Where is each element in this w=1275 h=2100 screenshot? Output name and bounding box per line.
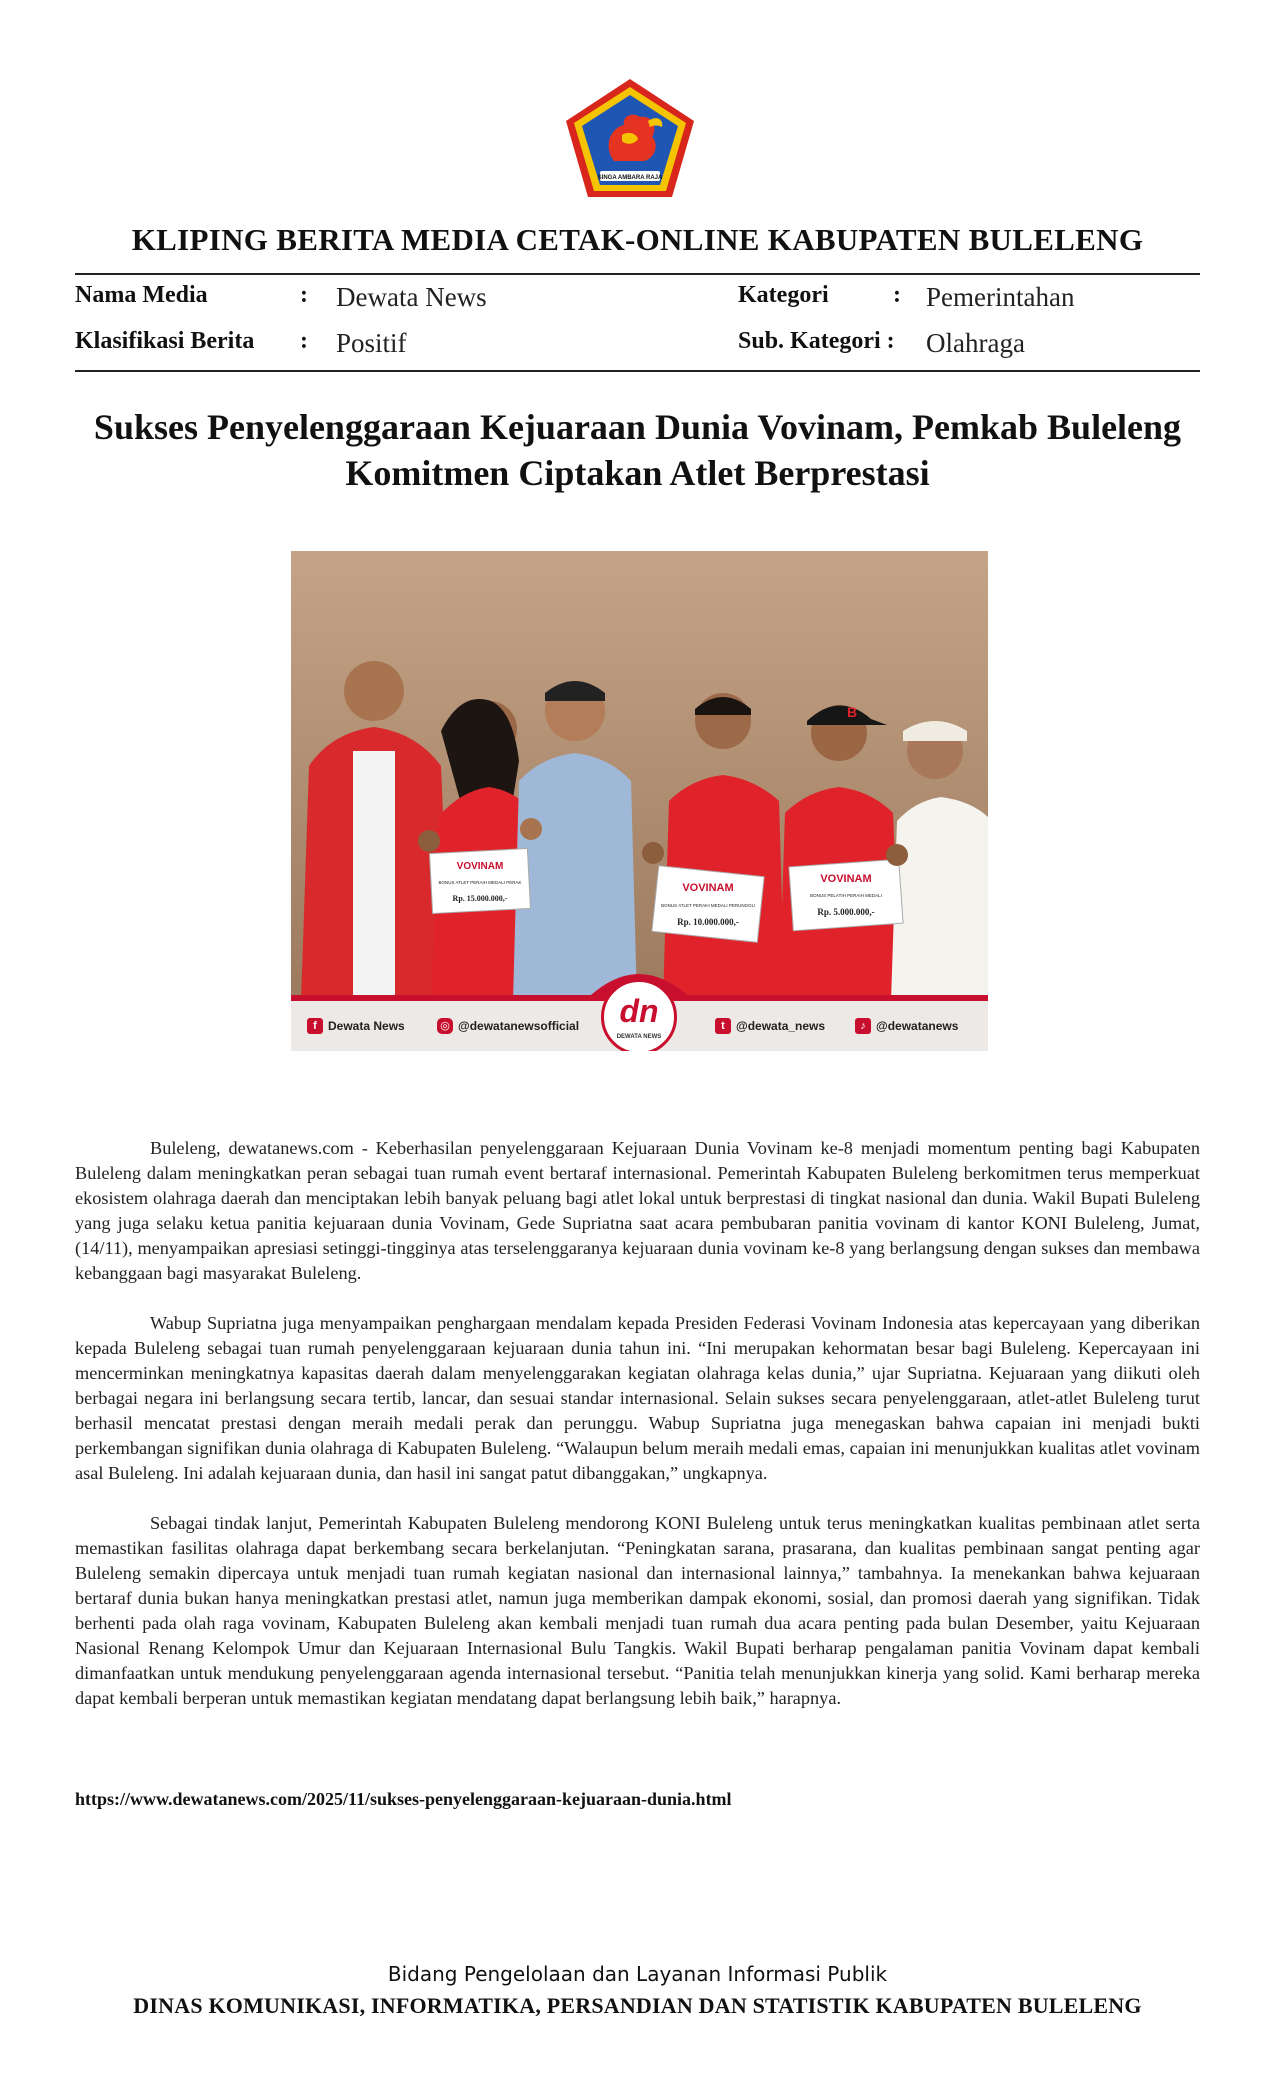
subkategori-value: Olahraga [926,328,1025,358]
photo-social-bar [291,993,988,1051]
crest-motto: SINGA AMBARA RAJA [597,175,663,181]
article-paragraph-3: Sebagai tindak lanjut, Pemerintah Kabupaten Buleleng mendorong KONI Buleleng untuk terus meningkatkan kualitas pembinaan atlet serta memastikan fasilitas olahraga dapat berkembang secara berkelanjutan. “Peningkatan sarana, prasarana, dan kualitas pembinaan sangat penting agar Buleleng semakin dipercaya untuk menjadi tuan rumah kegiatan nasional dan internasional lainnya,” tambahnya. Ia menekankan bahwa kejuaraan bertaraf dunia bukan hanya meningkatkan prestasi atlet, namun juga memberikan dampak ekonomi, sosial, dan promosi daerah yang signifikan. Tidak berhenti pada olah raga vovinam, Kabupaten Buleleng akan kembali menjadi tuan rumah dua acara penting pada bulan Desember, yaitu Kejuaraan Nasional Renang Kelompok Umur dan Kejuaraan Internasional Bulu Tangkis. Wakil Bupati berharap pengalaman panitia Vovinam dapat kembali dimanfaatkan untuk mendukung penyelenggaraan agenda internasional tersebut. “Panitia telah menunjukkan kinerja yang solid. Kami berharap mereka dapat kembali berperan untuk memastikan kegiatan mendatang dapat berlangsung lebih baik,” harapnya. [75,1513,1200,1708]
headline-line-1: Sukses Penyelenggaraan Kejuaraan Dunia Vovinam, Pemkab Buleleng [93,407,1182,447]
article-headline [75,404,1200,496]
svg-text:Rp. 5.000.000,-: Rp. 5.000.000,- [817,907,875,917]
social-twitter [715,1018,825,1034]
instagram-handle: @dewatanewsofficial [458,1019,580,1033]
klasifikasi-value: Positif [336,328,407,358]
headline-line-2: Komitmen Ciptakan Atlet Berprestasi [345,453,930,493]
kategori-colon: : [893,282,901,308]
article-photo [291,551,988,1051]
social-tiktok [855,1018,958,1034]
instagram-icon: ◎ [437,1018,453,1034]
document-title: KLIPING BERITA MEDIA CETAK-ONLINE KABUPATEN BULELENG [131,222,1144,257]
cheque-board-3 [789,859,903,931]
svg-text:Rp. 15.000.000,-: Rp. 15.000.000,- [452,894,508,903]
twitter-icon: t [715,1018,731,1034]
facebook-icon: f [307,1018,323,1034]
article-body [75,1136,1200,1736]
tiktok-icon: ♪ [855,1018,871,1034]
meta-top-rule [75,273,1200,275]
cheque-board-1 [429,848,530,913]
source-link[interactable]: https://www.dewatanews.com/2025/11/sukses-penyelenggaraan-kejuaraan-dunia.html [75,1789,732,1809]
social-facebook [307,1018,405,1034]
cheque-board-2 [652,866,764,943]
svg-text:BONUS PELATIH PERAIH MEDALI: BONUS PELATIH PERAIH MEDALI [810,893,882,898]
svg-text:Rp. 10.000.000,-: Rp. 10.000.000,- [677,917,739,927]
klasifikasi-label: Klasifikasi Berita [75,328,255,354]
meta-bottom-rule [75,370,1200,372]
kategori-label: Kategori [738,282,829,308]
svg-text:BONUS ATLET PERAIH MEDALI PERU: BONUS ATLET PERAIH MEDALI PERUNGGU [661,903,755,908]
tiktok-handle: @dewatanews [876,1019,959,1033]
svg-text:B: B [847,704,858,720]
media-label: Nama Media [75,282,208,308]
subkategori-label: Sub. Kategori : [738,328,895,354]
twitter-handle: @dewata_news [736,1019,826,1033]
pemkab-buleleng-crest-icon [562,75,698,201]
dewata-news-badge [601,979,677,1051]
svg-text:VOVINAM: VOVINAM [456,861,504,872]
svg-text:BONUS ATLET PERAIH MEDALI PERA: BONUS ATLET PERAIH MEDALI PERAK [438,880,522,885]
media-colon: : [300,282,308,308]
kategori-value: Pemerintahan [926,282,1075,312]
footer-department: Bidang Pengelolaan dan Layanan Informasi Publik [387,1962,888,1986]
svg-text:VOVINAM: VOVINAM [682,882,734,894]
klasifikasi-colon: : [300,328,308,354]
dewata-news-badge-sub: DEWATA NEWS [616,1034,662,1040]
article-paragraph-1: Buleleng, dewatanews.com - Keberhasilan penyelenggaraan Kejuaraan Dunia Vovinam ke-8 menjadi momentum penting bagi Kabupaten Buleleng dalam meningkatkan peran sebagai tuan rumah event bertaraf internasional. Pemerintah Kabupaten Buleleng berkomitmen terus memperkuat ekosistem olahraga daerah dan menciptakan lebih banyak peluang bagi atlet lokal untuk berprestasi di tingkat nasional dan dunia. Wakil Bupati Buleleng yang juga selaku ketua panitia kejuaraan dunia Vovinam, Gede Supriatna saat acara pembubaran panitia vovinam di kantor KONI Buleleng, Jumat, (14/11), menyampaikan apresiasi setinggi-tingginya atas terselenggaranya kejuaraan dunia vovinam ke-8 yang berlangsung dengan sukses dan membawa kebanggaan bagi masyarakat Buleleng. [75,1138,1200,1283]
svg-text:VOVINAM: VOVINAM [820,873,872,885]
article-paragraph-2: Wabup Supriatna juga menyampaikan penghargaan mendalam kepada Presiden Federasi Vovinam Indonesia atas kepercayaan yang diberikan kepada Buleleng sebagai tuan rumah penyelenggaraan kejuaraan dunia tahun ini. “Ini merupakan kehormatan besar bagi Buleleng. Kepercayaan ini mencerminkan meningkatnya kapasitas daerah dalam menyelenggarakan kegiatan olahraga kelas dunia,” ujar Supriatna. Kejuaraan yang diikuti oleh berbagai negara ini berlangsung secara tertib, lancar, dan sesuai standar internasional. Selain sukses secara penyelenggaraan, atlet-atlet Buleleng turut berhasil mencatat prestasi dengan meraih medali perak dan perunggu. Wabup Supriatna juga menegaskan bahwa capaian ini menjadi bukti perkembangan signifikan dunia olahraga di Kabupaten Buleleng. “Walaupun belum meraih medali emas, capaian ini menunjukkan kualitas atlet vovinam asal Buleleng. Ini adalah kejuaraan dunia, dan hasil ini sangat patut dibanggakan,” ungkapnya. [75,1313,1200,1483]
facebook-handle: Dewata News [328,1019,405,1033]
media-value: Dewata News [336,282,487,312]
social-instagram [437,1018,579,1034]
dewata-news-badge-text: dn [619,993,659,1029]
footer-agency: DINAS KOMUNIKASI, INFORMATIKA, PERSANDIAN DAN STATISTIK KABUPATEN BULELENG [133,1993,1142,2018]
